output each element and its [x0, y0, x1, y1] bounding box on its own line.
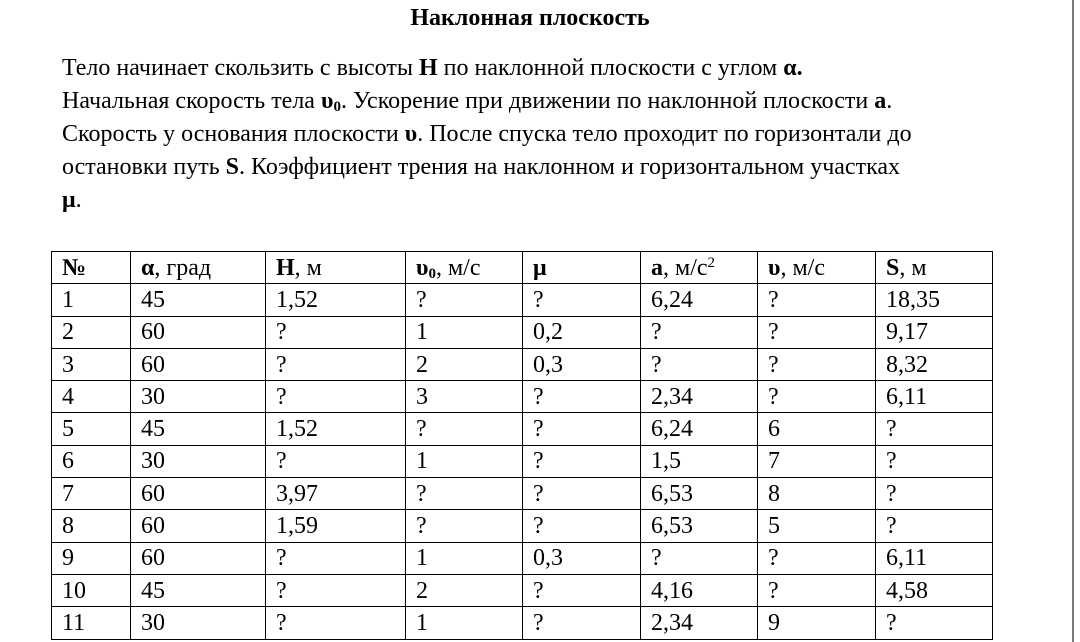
table-cell: 5: [758, 510, 876, 542]
var-v0-subscript: 0: [333, 99, 341, 115]
table-row: [52, 607, 993, 639]
table-cell: ?: [641, 348, 758, 380]
table-cell: 0,2: [523, 316, 641, 348]
header-H: [266, 252, 406, 284]
header-a: [641, 252, 758, 284]
table-cell: 10: [52, 574, 131, 606]
table-cell: 30: [131, 607, 266, 639]
header-v-unit: , м/с: [780, 254, 825, 281]
header-v0-letter: υ: [416, 254, 429, 281]
header-v0: [406, 252, 523, 284]
table-cell: 2,34: [641, 607, 758, 639]
table-cell: ?: [876, 478, 993, 510]
table-row: [52, 381, 993, 413]
table-cell: 6,24: [641, 413, 758, 445]
table-cell: ?: [523, 381, 641, 413]
header-alpha-unit: , град: [154, 254, 212, 281]
table-cell: 4,16: [641, 574, 758, 606]
problem-text: .: [886, 88, 893, 114]
table-row: [52, 413, 993, 445]
table-cell: 6: [52, 445, 131, 477]
table-cell: 1,5: [641, 445, 758, 477]
table-cell: ?: [758, 381, 876, 413]
header-S: [876, 252, 993, 284]
table-cell: 60: [131, 348, 266, 380]
header-mu: [523, 252, 641, 284]
table-cell: ?: [266, 607, 406, 639]
table-cell: ?: [876, 510, 993, 542]
table-cell: 2,34: [641, 381, 758, 413]
table-cell: 45: [131, 284, 266, 316]
header-v-symbol: υ: [768, 254, 781, 281]
table-cell: 1: [52, 284, 131, 316]
table-cell: ?: [523, 445, 641, 477]
table-cell: 6,53: [641, 478, 758, 510]
table-cell: ?: [523, 284, 641, 316]
problem-text: Тело начинает скользить с высоты: [62, 55, 419, 81]
table-cell: ?: [523, 510, 641, 542]
table-cell: ?: [758, 284, 876, 316]
table-cell: 30: [131, 445, 266, 477]
header-num-label: №: [62, 254, 87, 281]
header-v0-symbol: [416, 255, 436, 281]
table-cell: ?: [876, 607, 993, 639]
table-row: [52, 510, 993, 542]
table-cell: ?: [406, 478, 523, 510]
table-cell: 1: [406, 316, 523, 348]
table-cell: ?: [266, 542, 406, 574]
header-v: [758, 252, 876, 284]
table-cell: ?: [266, 348, 406, 380]
table-cell: 0,3: [523, 542, 641, 574]
table-row: [52, 316, 993, 348]
table-cell: 2: [52, 316, 131, 348]
table-cell: 60: [131, 542, 266, 574]
header-S-unit: , м: [899, 254, 927, 281]
problem-text: . После спуска тело проходит по горизонтали до остановки путь: [62, 121, 912, 180]
header-v0-subscript: 0: [428, 265, 436, 282]
table-cell: 6,53: [641, 510, 758, 542]
page-title: Наклонная плоскость: [410, 5, 650, 31]
table-row: [52, 348, 993, 380]
header-S-symbol: S: [886, 254, 900, 281]
header-v0-unit: , м/с: [435, 254, 481, 281]
table-cell: 7: [52, 478, 131, 510]
table-cell: 45: [131, 574, 266, 606]
table-cell: 5: [52, 413, 131, 445]
table-cell: 6,24: [641, 284, 758, 316]
var-mu: μ: [62, 187, 76, 213]
table-cell: 1: [406, 607, 523, 639]
table-cell: 4,58: [876, 574, 993, 606]
var-H: H: [418, 55, 438, 81]
table-cell: ?: [876, 445, 993, 477]
table-cell: 6: [758, 413, 876, 445]
table-row: [52, 478, 993, 510]
problem-text: Начальная скорость тела: [62, 88, 321, 114]
table-cell: 18,35: [876, 284, 993, 316]
table-cell: 9: [758, 607, 876, 639]
table-cell: ?: [758, 542, 876, 574]
var-v0-symbol: υ: [320, 88, 334, 114]
header-alpha: [131, 252, 266, 284]
table-cell: 2: [406, 348, 523, 380]
problem-text: . Коэффициент трения на наклонном и горизонтальном участках: [239, 154, 901, 180]
table-cell: 60: [131, 478, 266, 510]
table-cell: 3: [406, 381, 523, 413]
table-cell: 0,3: [523, 348, 641, 380]
table-cell: 9: [52, 542, 131, 574]
table-cell: 45: [131, 413, 266, 445]
table-cell: 3: [52, 348, 131, 380]
table-cell: ?: [758, 574, 876, 606]
table-cell: 1: [406, 445, 523, 477]
table-cell: ?: [523, 413, 641, 445]
header-H-symbol: H: [276, 254, 295, 281]
table-cell: ?: [523, 607, 641, 639]
header-a-unit: , м/с: [663, 254, 708, 281]
table-cell: 1,52: [266, 284, 406, 316]
table-cell: ?: [266, 445, 406, 477]
var-v0: [321, 88, 341, 114]
table-cell: ?: [266, 574, 406, 606]
table-row: [52, 284, 993, 316]
header-num: [52, 252, 131, 284]
table-cell: ?: [406, 413, 523, 445]
table-body: [52, 284, 993, 639]
table-cell: ?: [266, 381, 406, 413]
table-cell: ?: [641, 316, 758, 348]
header-mu-symbol: μ: [533, 254, 547, 281]
table-cell: 4: [52, 381, 131, 413]
table-cell: ?: [758, 316, 876, 348]
table-cell: 8: [52, 510, 131, 542]
table-cell: 60: [131, 316, 266, 348]
table-cell: ?: [876, 413, 993, 445]
table-cell: 30: [131, 381, 266, 413]
problem-text: .: [75, 187, 82, 213]
table-cell: ?: [523, 574, 641, 606]
table-header-row: [52, 252, 993, 284]
table-cell: 7: [758, 445, 876, 477]
var-v: υ: [404, 121, 418, 147]
table-cell: ?: [406, 510, 523, 542]
table-row: [52, 542, 993, 574]
table-cell: 1,52: [266, 413, 406, 445]
table-cell: ?: [266, 316, 406, 348]
table-cell: ?: [523, 478, 641, 510]
table-row: [52, 445, 993, 477]
table-cell: 1,59: [266, 510, 406, 542]
var-S: S: [225, 154, 239, 180]
problem-text: . Ускорение при движении по наклонной плоскости: [340, 88, 875, 114]
header-a-symbol: a: [651, 254, 663, 281]
table-cell: 6,11: [876, 381, 993, 413]
table-cell: 60: [131, 510, 266, 542]
table-row: [52, 574, 993, 606]
problem-statement: [62, 52, 1022, 217]
header-H-unit: , м: [294, 254, 322, 281]
problem-text: по наклонной плоскости с углом: [437, 55, 784, 81]
var-alpha: α.: [783, 55, 803, 81]
table-cell: 8: [758, 478, 876, 510]
problem-text: Скорость у основания плоскости: [62, 121, 405, 147]
table-cell: 9,17: [876, 316, 993, 348]
table-cell: ?: [758, 348, 876, 380]
table-cell: 6,11: [876, 542, 993, 574]
header-a-superscript: 2: [707, 254, 716, 271]
header-alpha-symbol: α: [141, 254, 155, 281]
data-table: [51, 251, 993, 640]
table-cell: 11: [52, 607, 131, 639]
var-a: a: [874, 88, 887, 114]
table-cell: ?: [406, 284, 523, 316]
table-cell: 2: [406, 574, 523, 606]
table-cell: 1: [406, 542, 523, 574]
table-cell: ?: [641, 542, 758, 574]
table-cell: 3,97: [266, 478, 406, 510]
table-cell: 8,32: [876, 348, 993, 380]
